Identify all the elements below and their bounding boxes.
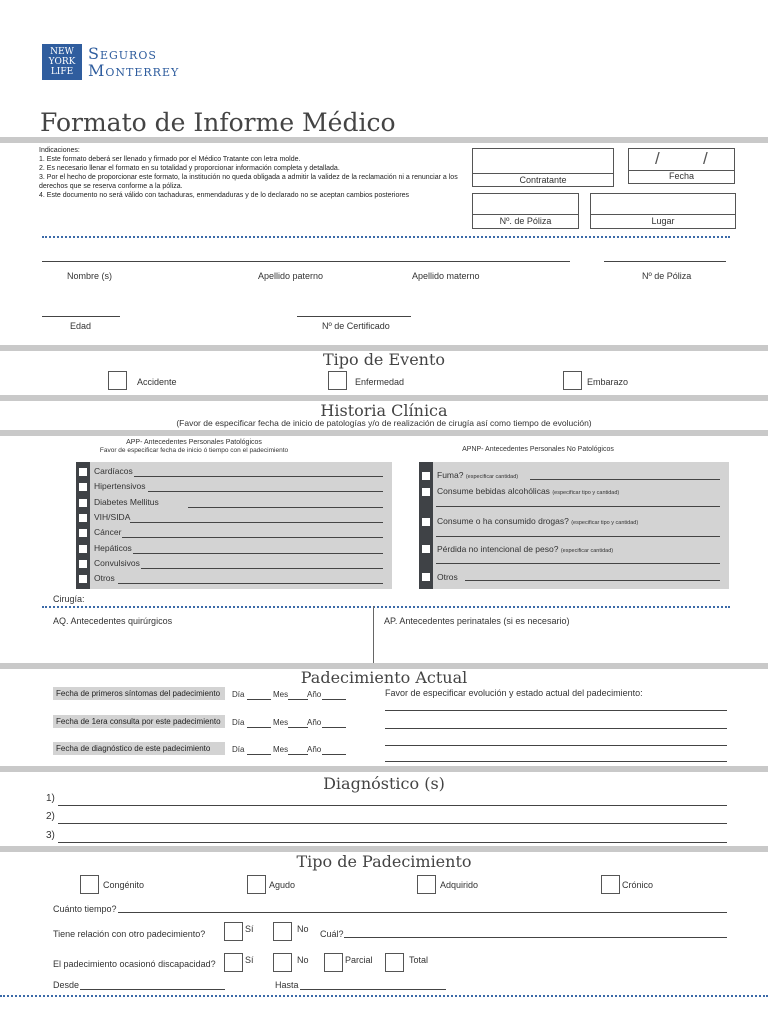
cuanto-tiempo-line[interactable] bbox=[118, 912, 727, 913]
app-item-line[interactable] bbox=[118, 583, 383, 584]
evolucion-line-1[interactable] bbox=[385, 710, 727, 711]
agudo-label: Agudo bbox=[269, 880, 296, 890]
pad-mes-line[interactable] bbox=[288, 699, 308, 700]
diag-3-line[interactable] bbox=[58, 842, 727, 843]
congenito-checkbox[interactable] bbox=[80, 875, 99, 894]
apnp-title: APNP- Antecedentes Personales No Patológicos bbox=[462, 446, 614, 453]
edad-line[interactable] bbox=[42, 316, 120, 317]
evolucion-line-4[interactable] bbox=[385, 761, 727, 762]
instruction-4: 4. Este documento no será válido con tachaduras, enmendaduras y de lo declarado no se aceptan cambios posteriores bbox=[39, 192, 410, 199]
certificado-line[interactable] bbox=[297, 316, 411, 317]
app-checkbox[interactable] bbox=[79, 529, 87, 537]
peso-line[interactable] bbox=[436, 563, 720, 564]
pad-anio-label: Año bbox=[307, 718, 322, 727]
cual-label: Cuál? bbox=[320, 929, 344, 939]
app-item-label: VIH/SIDA bbox=[94, 511, 131, 522]
nombre-label: Nombre (s) bbox=[67, 271, 113, 281]
evolucion-line-2[interactable] bbox=[385, 728, 727, 729]
apellido-materno-label: Apellido materno bbox=[412, 271, 480, 281]
lugar-label: Lugar bbox=[651, 216, 675, 226]
diag-3-label: 3) bbox=[46, 830, 55, 841]
pad-dia-line[interactable] bbox=[247, 754, 271, 755]
pad-mes-line[interactable] bbox=[288, 754, 308, 755]
cual-line[interactable] bbox=[344, 937, 727, 938]
diag-1-line[interactable] bbox=[58, 805, 727, 806]
aq-ap-divider bbox=[373, 606, 374, 664]
agudo-checkbox[interactable] bbox=[247, 875, 266, 894]
evolucion-label: Favor de especificar evolución y estado actual del padecimiento: bbox=[385, 688, 643, 698]
enfermedad-label: Enfermedad bbox=[355, 377, 405, 387]
brand-line-2: Monterrey bbox=[88, 61, 180, 80]
instructions bbox=[39, 146, 467, 200]
app-item-label: Convulsivos bbox=[94, 557, 140, 568]
pad-anio-line[interactable] bbox=[322, 754, 346, 755]
divider-dotted bbox=[42, 236, 730, 238]
disc-si-label: Sí bbox=[245, 955, 254, 965]
diagnostico-title: Diagnóstico (s) bbox=[323, 774, 445, 793]
pad-anio-line[interactable] bbox=[322, 727, 346, 728]
divider-dotted-bottom bbox=[0, 995, 768, 997]
app-checkbox[interactable] bbox=[79, 560, 87, 568]
total-checkbox[interactable] bbox=[385, 953, 404, 972]
ap-label: AP. Antecedentes perinatales (si es necesario) bbox=[384, 616, 570, 626]
relacion-si-label: Sí bbox=[245, 924, 254, 934]
apellido-paterno-label: Apellido paterno bbox=[258, 271, 324, 281]
pad-dia-label: Día bbox=[232, 690, 245, 699]
logo-word-3: LIFE bbox=[50, 67, 74, 77]
pad-row-label: Fecha de 1era consulta por este padecimiento bbox=[53, 715, 225, 728]
pad-mes-label: Mes bbox=[273, 690, 289, 699]
fecha-field[interactable] bbox=[628, 148, 735, 184]
drogas-label: Consume o ha consumido drogas? (especificar tipo y cantidad) bbox=[437, 516, 639, 526]
enfermedad-checkbox[interactable] bbox=[328, 371, 347, 390]
fuma-label: Fuma? (especificar cantidad) bbox=[437, 470, 519, 480]
pad-anio-line[interactable] bbox=[322, 699, 346, 700]
padecimiento-title: Padecimiento Actual bbox=[300, 668, 468, 687]
instruction-1: 1. Este formato deberá ser llenado y firmado por el Médico Tratante con letra molde. bbox=[39, 156, 301, 163]
contratante-field[interactable] bbox=[472, 148, 614, 187]
congenito-label: Congénito bbox=[103, 880, 145, 890]
embarazo-label: Embarazo bbox=[587, 377, 629, 387]
total-label: Total bbox=[409, 955, 429, 965]
app-item-label: Diabetes Mellitus bbox=[94, 496, 159, 507]
hasta-line[interactable] bbox=[300, 989, 446, 990]
app-checkbox[interactable] bbox=[79, 468, 87, 476]
adquirido-checkbox[interactable] bbox=[417, 875, 436, 894]
desde-line[interactable] bbox=[80, 989, 225, 990]
peso-label: Pérdida no intencional de peso? (especificar cantidad) bbox=[437, 544, 614, 554]
contratante-label: Contratante bbox=[519, 175, 567, 185]
logo-word-2: YORK bbox=[48, 57, 76, 67]
aq-label: AQ. Antecedentes quirúrgicos bbox=[53, 616, 173, 626]
otros-apnp-label: Otros bbox=[437, 572, 458, 582]
pad-dia-label: Día bbox=[232, 718, 245, 727]
fecha-label: Fecha bbox=[668, 171, 694, 181]
poliza-patient-line[interactable] bbox=[604, 261, 726, 262]
app-strip bbox=[76, 462, 90, 589]
nombre-line[interactable] bbox=[42, 261, 570, 262]
page-title: Formato de Informe Médico bbox=[40, 108, 396, 137]
cronico-label: Crónico bbox=[622, 880, 654, 890]
app-item-line[interactable] bbox=[130, 522, 383, 523]
app-checkbox[interactable] bbox=[79, 545, 87, 553]
instruction-2: 2. Es necesario llenar el formato en su totalidad y proporcionar información completa y detallada. bbox=[39, 165, 340, 172]
app-checkbox[interactable] bbox=[79, 483, 87, 491]
peso-checkbox[interactable] bbox=[422, 545, 430, 553]
cirugia-label: Cirugía: bbox=[53, 594, 85, 604]
desde-label: Desde bbox=[53, 980, 80, 990]
embarazo-checkbox[interactable] bbox=[563, 371, 582, 390]
certificado-label: Nº de Certificado bbox=[322, 321, 390, 331]
pad-dia-label: Día bbox=[232, 745, 245, 754]
diag-1-label: 1) bbox=[46, 793, 55, 804]
app-item-line[interactable] bbox=[148, 491, 383, 492]
evolucion-line-3[interactable] bbox=[385, 745, 727, 746]
pad-dia-line[interactable] bbox=[247, 699, 271, 700]
logo bbox=[42, 44, 82, 80]
fuma-checkbox[interactable] bbox=[422, 472, 430, 480]
adquirido-label: Adquirido bbox=[440, 880, 479, 890]
tipo-padecimiento-title: Tipo de Padecimiento bbox=[296, 852, 472, 871]
app-item-label: Cardíacos bbox=[94, 466, 133, 476]
edad-label: Edad bbox=[70, 321, 92, 331]
poliza-label: Nº. de Póliza bbox=[499, 216, 552, 226]
pad-row-label: Fecha de primeros síntomas del padecimiento bbox=[53, 687, 225, 700]
app-item-label: Hepáticos bbox=[94, 542, 132, 553]
hasta-label: Hasta bbox=[275, 980, 299, 990]
diag-2-label: 2) bbox=[46, 811, 55, 822]
band-historia-2 bbox=[0, 430, 768, 436]
disc-si-checkbox[interactable] bbox=[224, 953, 243, 972]
relacion-label: Tiene relación con otro padecimiento? bbox=[53, 929, 206, 939]
pad-row-label: Fecha de diagnóstico de este padecimiento bbox=[53, 742, 225, 755]
fuma-line[interactable] bbox=[530, 479, 720, 480]
otros-apnp-checkbox[interactable] bbox=[422, 573, 430, 581]
app-item-line[interactable] bbox=[122, 537, 383, 538]
app-subtitle: Favor de especificar fecha de inicio ó tiempo con el padecimiento bbox=[99, 447, 289, 454]
pad-mes-label: Mes bbox=[273, 718, 289, 727]
parcial-checkbox[interactable] bbox=[324, 953, 343, 972]
app-item-line[interactable] bbox=[141, 568, 383, 569]
app-item-line[interactable] bbox=[133, 553, 383, 554]
accidente-label: Accidente bbox=[137, 377, 177, 387]
pad-anio-label: Año bbox=[307, 690, 322, 699]
relacion-no-checkbox[interactable] bbox=[273, 922, 292, 941]
logo-word-1: NEW bbox=[50, 47, 74, 57]
app-checkbox[interactable] bbox=[79, 499, 87, 507]
accidente-checkbox[interactable] bbox=[108, 371, 127, 390]
tipo-evento-title: Tipo de Evento bbox=[322, 350, 446, 369]
relacion-si-checkbox[interactable] bbox=[224, 922, 243, 941]
app-title: APP- Antecedentes Personales Patológicos bbox=[126, 439, 262, 446]
otros-apnp-line[interactable] bbox=[465, 580, 720, 581]
lugar-field[interactable] bbox=[590, 193, 736, 229]
parcial-label: Parcial bbox=[345, 955, 373, 965]
cronico-checkbox[interactable] bbox=[601, 875, 620, 894]
fecha-sep-2: / bbox=[703, 149, 708, 168]
historia-title: Historia Clínica bbox=[320, 401, 448, 420]
app-item-label: Cáncer bbox=[94, 527, 122, 538]
app-checkbox[interactable] bbox=[79, 514, 87, 522]
disc-no-label: No bbox=[297, 955, 309, 965]
alcohol-line[interactable] bbox=[436, 506, 720, 507]
discapacidad-label: El padecimiento ocasionó discapacidad? bbox=[53, 959, 216, 969]
pad-dia-line[interactable] bbox=[247, 727, 271, 728]
poliza-field[interactable] bbox=[472, 193, 579, 229]
app-item-label: Otros bbox=[94, 573, 115, 584]
relacion-no-label: No bbox=[297, 924, 309, 934]
title-band bbox=[0, 137, 768, 143]
divider-dotted-2 bbox=[42, 606, 730, 608]
app-checkbox[interactable] bbox=[79, 575, 87, 583]
alcohol-label: Consume bebidas alcohólicas (especificar tipo y cantidad) bbox=[437, 486, 620, 496]
diag-2-line[interactable] bbox=[58, 823, 727, 824]
band-diagnostico bbox=[0, 766, 768, 772]
instructions-heading: Indicaciones: bbox=[39, 147, 80, 154]
brand-line-1: Seguros bbox=[88, 44, 157, 63]
pad-mes-line[interactable] bbox=[288, 727, 308, 728]
app-item-line[interactable] bbox=[134, 476, 383, 477]
historia-subtitle: (Favor de especificar fecha de inicio de patologías y/o de realización de cirugía así como tiempo de evolución) bbox=[176, 418, 592, 428]
app-item-label: Hipertensivos bbox=[94, 481, 146, 492]
drogas-line[interactable] bbox=[436, 536, 720, 537]
poliza-patient-label: Nº de Póliza bbox=[642, 271, 692, 281]
app-item-line[interactable] bbox=[188, 507, 383, 508]
instruction-3: 3. Por el hecho de proporcionar este formato, la institución no queda obligada a admitir la validez de la reclamación ni a renunciar a los derechos que se reserva conforme a la póliza. bbox=[39, 174, 458, 190]
disc-no-checkbox[interactable] bbox=[273, 953, 292, 972]
pad-anio-label: Año bbox=[307, 745, 322, 754]
fecha-sep-1: / bbox=[655, 149, 660, 168]
pad-mes-label: Mes bbox=[273, 745, 289, 754]
cuanto-tiempo-label: Cuánto tiempo? bbox=[53, 904, 117, 914]
drogas-checkbox[interactable] bbox=[422, 518, 430, 526]
alcohol-checkbox[interactable] bbox=[422, 488, 430, 496]
